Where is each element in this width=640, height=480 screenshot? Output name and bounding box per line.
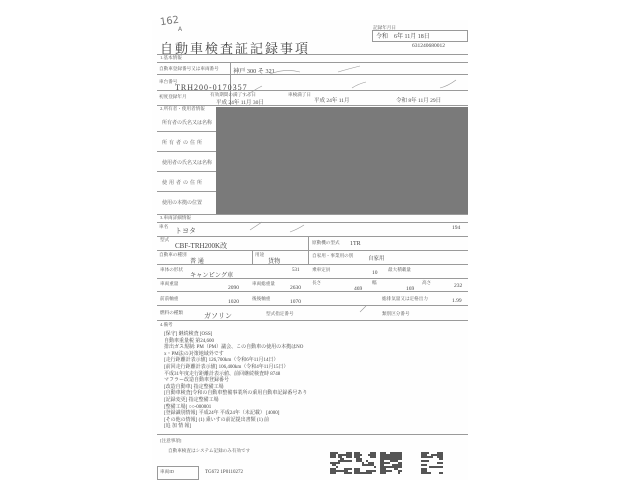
vehicle-make-label: 車名 bbox=[159, 224, 169, 229]
gross-weight: 2630 bbox=[290, 285, 301, 291]
purpose-label: 自家用・事業用の別 bbox=[312, 253, 354, 258]
section4-label: 4.備考 bbox=[160, 322, 173, 327]
user-address-label: 使用者の住所 bbox=[162, 181, 205, 186]
base-location-label: 使用の本拠の位置 bbox=[162, 201, 203, 206]
displacement-label: 総排気量又は定格出力 bbox=[382, 296, 428, 301]
remark-line: 平成31年度走行距離計表示値、前回継続検査時 8748 bbox=[164, 371, 281, 377]
engine-model-label: 原動機の型式 bbox=[312, 240, 340, 245]
notice-text: 自動車検査はシステム記録のみ有効です bbox=[168, 448, 251, 453]
capacity-label: 乗車定員 bbox=[312, 267, 331, 272]
remark-line: [追 加 情 報] bbox=[164, 424, 192, 430]
model: CBF-TRH200K改 bbox=[175, 242, 228, 250]
length: 469 bbox=[354, 286, 363, 292]
rear-axle: 1070 bbox=[290, 299, 301, 305]
shape-code: 531 bbox=[292, 268, 300, 273]
front-axle-label: 前前軸重 bbox=[160, 296, 179, 301]
first-registration-label: 初度登録年月 bbox=[159, 94, 187, 99]
engine-model: 1TR bbox=[350, 241, 361, 247]
issue-date: 令和 6年 11月 18日 bbox=[376, 34, 430, 40]
expiry-label: 有効期間の満了する日 bbox=[210, 92, 256, 97]
section2-label: 2.所有者・使用者情報 bbox=[160, 106, 205, 111]
make-code: 194 bbox=[452, 225, 461, 231]
chassis-number-label: 車台番号 bbox=[159, 79, 178, 84]
section3-label: 3.車両詳細情報 bbox=[160, 215, 192, 220]
shape-label: 車体の形状 bbox=[160, 267, 183, 272]
use: 貨物 bbox=[268, 258, 281, 265]
model-label: 型式 bbox=[160, 237, 170, 242]
kind: 普 通 bbox=[190, 258, 204, 265]
remark-line: [保守] 継続検査 [OSS] bbox=[164, 332, 213, 337]
section1-label: 1.基本情報 bbox=[160, 55, 182, 60]
use-label: 用途 bbox=[255, 252, 265, 257]
inspection-date: 平成 24年 11月 bbox=[314, 98, 350, 104]
valid-until-date: 令和 8年 11月 29日 bbox=[396, 98, 442, 104]
remark-line: マフラー改造自動車登録番号 bbox=[164, 378, 230, 384]
inspection-label: 車検満了日 bbox=[288, 92, 311, 97]
rear-axle-label: 後後軸重 bbox=[252, 296, 271, 301]
shape: キャンピング車 bbox=[190, 272, 234, 279]
remark-line: [改造自動車] 指定整備工場 bbox=[164, 384, 224, 390]
weight: 2090 bbox=[228, 285, 239, 291]
serial-number: 631240680012 bbox=[412, 43, 445, 49]
purpose: 自家用 bbox=[368, 256, 385, 262]
user-name-label: 使用者の氏名又は名称 bbox=[162, 161, 213, 166]
fuel-label: 燃料の種類 bbox=[160, 310, 183, 315]
stamp-letter: A bbox=[178, 26, 183, 33]
remark-line: [走行距離計表示値] 126,700km（令和6年11月14日） bbox=[164, 358, 279, 364]
remark-line: [登録識別情報] 平成24年 平成24年（未記載） [4000] bbox=[164, 411, 280, 417]
gross-weight-label: 車両総重量 bbox=[252, 281, 275, 286]
front-axle: 1020 bbox=[228, 299, 239, 305]
height: 232 bbox=[454, 283, 463, 289]
displacement: 1.99 bbox=[452, 298, 462, 304]
owner-name-label: 所有者の氏名又は名称 bbox=[162, 121, 213, 126]
length-label: 長さ bbox=[312, 280, 322, 285]
vehicle-make: トヨタ bbox=[175, 227, 196, 235]
remark-line: 排出ガス規制: PM（PM）議会、この自動車の使用の本拠はNO bbox=[164, 345, 304, 351]
remark-line: [整備工場] ○○-000001 bbox=[164, 404, 212, 410]
class-number-label: 類別区分番号 bbox=[382, 311, 410, 316]
registration-number-label: 自動車登録番号又は車両番号 bbox=[159, 66, 219, 71]
remark-line: [その他の情報] (1) 乗いすの前記提出書類 (1) 前 bbox=[164, 417, 269, 423]
remark-line: [自動車検査]令和の自動車整備事業所の乗用自動車記録番号あり bbox=[164, 391, 308, 397]
registration-number: 神戸 300 そ 321 bbox=[233, 68, 275, 75]
chassis-number: TRH200-0170357 bbox=[175, 83, 248, 92]
fuel: ガソリン bbox=[204, 312, 232, 320]
stamp-number: 162 bbox=[159, 14, 180, 29]
max-load-label: 最大積載量 bbox=[388, 267, 411, 272]
height-label: 高さ bbox=[422, 280, 432, 285]
width-label: 幅 bbox=[372, 280, 377, 285]
vehicle-id-label: 車両ID bbox=[160, 469, 175, 474]
width: 169 bbox=[406, 286, 415, 292]
remark-line: [記録変更] 指定整備工場 bbox=[164, 398, 219, 403]
capacity: 10 bbox=[372, 270, 378, 276]
type-number-label: 型式指定番号 bbox=[266, 311, 294, 316]
issue-date-label: 記録年月日 bbox=[373, 25, 396, 30]
remark-line: 自動車重量税 第24,600 bbox=[164, 338, 215, 344]
weight-label: 車両重量 bbox=[160, 281, 179, 286]
kind-label: 自動車の種別 bbox=[159, 252, 187, 257]
owner-address-label: 所有者の住所 bbox=[162, 141, 205, 146]
remark-line: [前回走行距離計表示値] 106,400km（令和4年11月15日） bbox=[164, 365, 289, 370]
notice-label: [注意事項] bbox=[160, 438, 182, 443]
vehicle-id: TG672 1P0110272 bbox=[205, 470, 244, 475]
expiry-date: 平成 24年 11月 30日 bbox=[216, 100, 264, 106]
remark-line: x・PM法の対策地域外です bbox=[164, 351, 224, 357]
page-title: 自動車検査証記録事項 bbox=[160, 41, 311, 56]
